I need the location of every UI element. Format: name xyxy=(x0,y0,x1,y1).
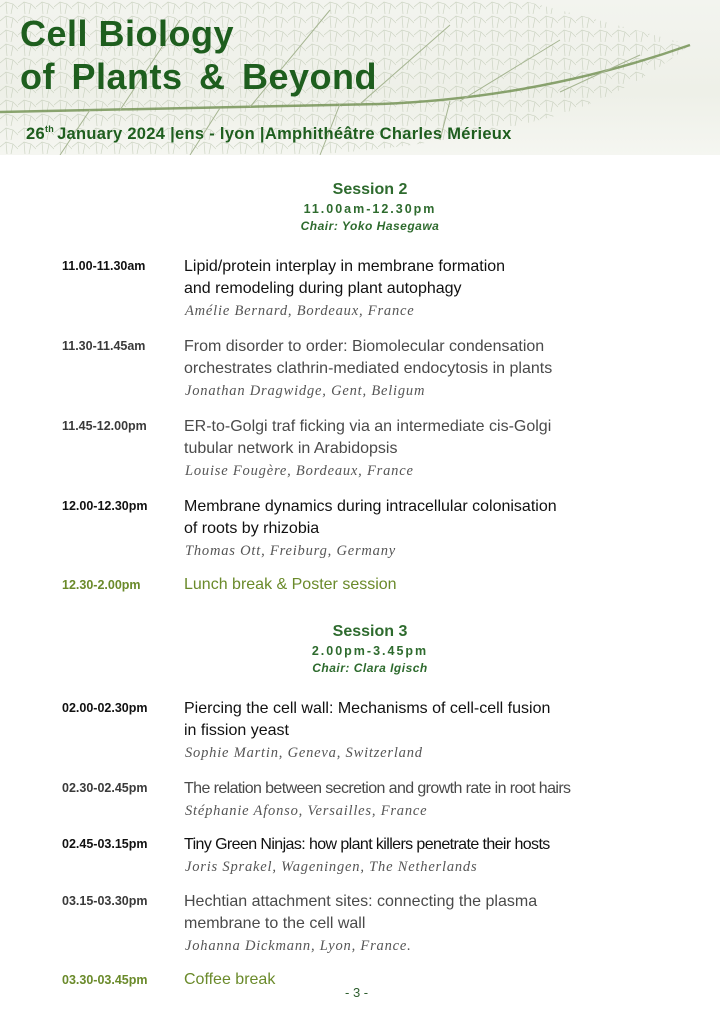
title-line-1: Cell Biology xyxy=(20,13,235,54)
talk-speaker: Amélie Bernard, Bordeaux, France xyxy=(185,303,415,319)
date-day: 26 xyxy=(26,125,45,143)
talk-time: 02.45-03.15pm xyxy=(62,837,148,851)
session-time: 11.00am-12.30pm xyxy=(303,202,437,216)
talk-item xyxy=(62,416,702,482)
talk-speaker: Louise Fougère, Bordeaux, France xyxy=(185,463,414,479)
talk-title-line: Tiny Green Ninjas: how plant killers penetrate their hosts xyxy=(184,836,550,853)
talk-speaker: Thomas Ott, Freiburg, Germany xyxy=(185,543,397,559)
session-chair: Chair: Yoko Hasegawa xyxy=(300,219,440,233)
break-label: Lunch break & Poster session xyxy=(184,576,397,593)
talk-speaker: Jonathan Dragwidge, Gent, Beligum xyxy=(185,383,426,399)
event-date-venue xyxy=(26,124,512,144)
lunch-break xyxy=(62,576,397,594)
talk-title-line: Lipid/protein interplay in membrane formation xyxy=(184,258,506,275)
talk-item xyxy=(62,834,702,878)
talk-time: 12.00-12.30pm xyxy=(62,499,148,513)
talk-title-line: Hechtian attachment sites: connecting the plasma xyxy=(184,893,538,910)
talk-title-line: in fission yeast xyxy=(184,722,289,739)
coffee-break xyxy=(62,971,275,989)
talk-speaker: Joris Sprakel, Wageningen, The Netherlands xyxy=(185,859,478,875)
header-banner xyxy=(0,0,720,155)
talk-title-line: The relation between secretion and growth rate in root hairs xyxy=(184,780,571,797)
talk-item xyxy=(62,256,702,322)
talk-item xyxy=(62,336,702,402)
talk-title-line: tubular network in Arabidopsis xyxy=(184,440,398,457)
page-number: - 3 - xyxy=(345,985,369,1000)
talk-time: 02.30-02.45pm xyxy=(62,781,148,795)
conference-title xyxy=(20,12,377,98)
talk-speaker: Johanna Dickmann, Lyon, France. xyxy=(185,938,412,954)
talk-item xyxy=(62,891,702,957)
session-name: Session 3 xyxy=(332,623,408,640)
talk-title-line: Membrane dynamics during intracellular colonisation xyxy=(184,498,557,515)
date-suffix: th xyxy=(44,124,55,134)
talk-title-line: orchestrates clathrin-mediated endocytosis in plants xyxy=(184,360,553,377)
talk-time: 11.30-11.45am xyxy=(62,339,146,353)
talk-title-line: of roots by rhizobia xyxy=(184,520,320,537)
talk-title-line: From disorder to order: Biomolecular condensation xyxy=(184,338,545,355)
break-time: 12.30-2.00pm xyxy=(62,578,141,592)
talk-title-line: and remodeling during plant autophagy xyxy=(184,280,462,297)
session-time: 2.00pm-3.45pm xyxy=(311,644,429,658)
talk-item xyxy=(62,698,702,764)
talk-speaker: Stéphanie Afonso, Versailles, France xyxy=(185,803,428,819)
session-3-header xyxy=(0,622,720,676)
title-line-2: of Plants & Beyond xyxy=(20,56,378,97)
talk-title-line: membrane to the cell wall xyxy=(184,915,366,932)
talk-time: 03.15-03.30pm xyxy=(62,894,148,908)
talk-time: 11.45-12.00pm xyxy=(62,419,147,433)
talk-title-line: Piercing the cell wall: Mechanisms of cell-cell fusion xyxy=(184,700,551,717)
session-chair: Chair: Clara Igisch xyxy=(312,661,428,675)
session-name: Session 2 xyxy=(332,181,408,198)
break-label: Coffee break xyxy=(184,971,276,988)
session-2-header xyxy=(0,180,720,234)
break-time: 03.30-03.45pm xyxy=(62,973,148,987)
talk-title-line: ER-to-Golgi traf ficking via an intermediate cis-Golgi xyxy=(184,418,552,435)
date-venue-text: January 2024 |ens - lyon |Amphithéâtre Charles Mérieux xyxy=(57,125,512,143)
talk-speaker: Sophie Martin, Geneva, Switzerland xyxy=(185,745,423,761)
talk-time: 11.00-11.30am xyxy=(62,259,146,273)
talk-item xyxy=(62,778,702,822)
talk-time: 02.00-02.30pm xyxy=(62,701,148,715)
talk-item xyxy=(62,496,702,562)
